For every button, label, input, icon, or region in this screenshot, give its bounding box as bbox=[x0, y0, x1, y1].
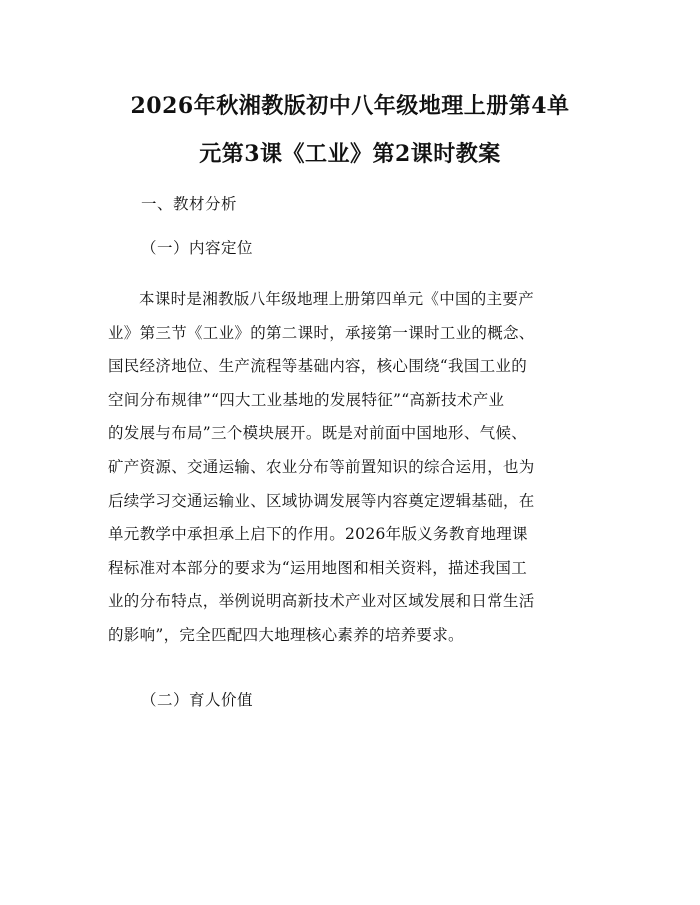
paragraph-line: 国民经济地位、生产流程等基础内容，核心围绕“我国工业的 bbox=[108, 357, 528, 376]
section-heading-textbook-analysis: 一、教材分析 bbox=[141, 195, 238, 213]
document-title bbox=[90, 82, 610, 178]
paragraph-line: 的发展与布局”三个模块展开。既是对前面中国地形、气候、 bbox=[108, 424, 528, 443]
paragraph-line: 空间分布规律”“四大工业基地的发展特征”“高新技术产业 bbox=[108, 390, 505, 409]
paragraph-line: 矿产资源、交通运输、农业分布等前置知识的综合运用，也为 bbox=[108, 457, 535, 476]
paragraph-line: 业的分布特点，举例说明高新技术产业对区域发展和日常生活 bbox=[108, 592, 535, 611]
body-paragraph bbox=[108, 283, 608, 653]
subsection-heading-educational-value: （二）育人价值 bbox=[141, 691, 254, 709]
paragraph-line: 单元教学中承担承上启下的作用。2026年版义务教育地理课 bbox=[108, 525, 528, 544]
paragraph-line: 后续学习交通运输业、区域协调发展等内容奠定逻辑基础，在 bbox=[108, 491, 535, 510]
subsection-heading-content-positioning: （一）内容定位 bbox=[141, 239, 254, 257]
title-line: 2026年秋湘教版初中八年级地理上册第4单 bbox=[130, 93, 570, 119]
title-line: 元第3课《工业》第2课时教案 bbox=[199, 141, 501, 167]
paragraph-line: 程标准对本部分的要求为“运用地图和相关资料，描述我国工 bbox=[108, 558, 528, 577]
paragraph-line: 的影响”，完全匹配四大地理核心素养的培养要求。 bbox=[108, 625, 464, 644]
paragraph-line: 业》第三节《工业》的第二课时，承接第一课时工业的概念、 bbox=[108, 323, 535, 342]
paragraph-line: 本课时是湘教版八年级地理上册第四单元《中国的主要产 bbox=[139, 290, 535, 308]
